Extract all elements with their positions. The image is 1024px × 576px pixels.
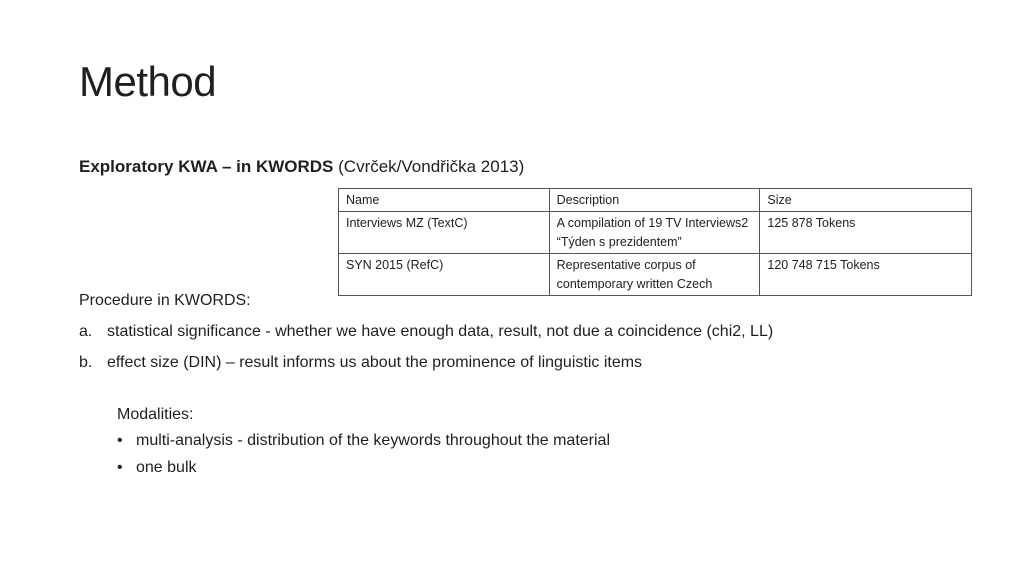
cell-name: Interviews MZ (TextC) (339, 212, 550, 254)
list-item-text: effect size (DIN) – result informs us about the prominence of linguistic items (107, 354, 643, 371)
cell-size: 120 748 715 Tokens (760, 254, 972, 296)
bullet-icon: • (117, 459, 123, 476)
list-item-text: multi-analysis - distribution of the keywords throughout the material (136, 432, 610, 449)
table-header-row (339, 189, 972, 212)
slide-title: Method (79, 58, 217, 105)
list-item-text: one bulk (136, 459, 197, 476)
list-item-text: statistical significance - whether we have enough data, result, not due a coincidence (chi2, LL) (107, 323, 774, 340)
column-header-description: Description (549, 189, 760, 212)
modalities-heading: Modalities: (117, 406, 194, 423)
table-row (339, 212, 972, 254)
cell-description: Representative corpus of contemporary written Czech (549, 254, 760, 296)
modality-item (117, 459, 197, 477)
cell-size: 125 878 Tokens (760, 212, 972, 254)
column-header-size: Size (760, 189, 972, 212)
subtitle-citation: (Cvrček/Vondřička 2013) (333, 157, 525, 176)
procedure-heading: Procedure in KWORDS: (79, 292, 251, 309)
corpus-table (338, 188, 972, 296)
slide-subtitle (79, 157, 524, 177)
list-marker: a. (79, 323, 93, 340)
procedure-item (79, 354, 642, 372)
cell-description: A compilation of 19 TV Interviews2 “Týden s prezidentem” (549, 212, 760, 254)
list-marker: b. (79, 354, 93, 371)
procedure-item (79, 323, 773, 341)
bullet-icon: • (117, 432, 123, 449)
table-row (339, 254, 972, 296)
cell-name: SYN 2015 (RefC) (339, 254, 550, 296)
subtitle-bold: Exploratory KWA – in KWORDS (79, 157, 334, 176)
modality-item (117, 432, 610, 450)
column-header-name: Name (339, 189, 550, 212)
